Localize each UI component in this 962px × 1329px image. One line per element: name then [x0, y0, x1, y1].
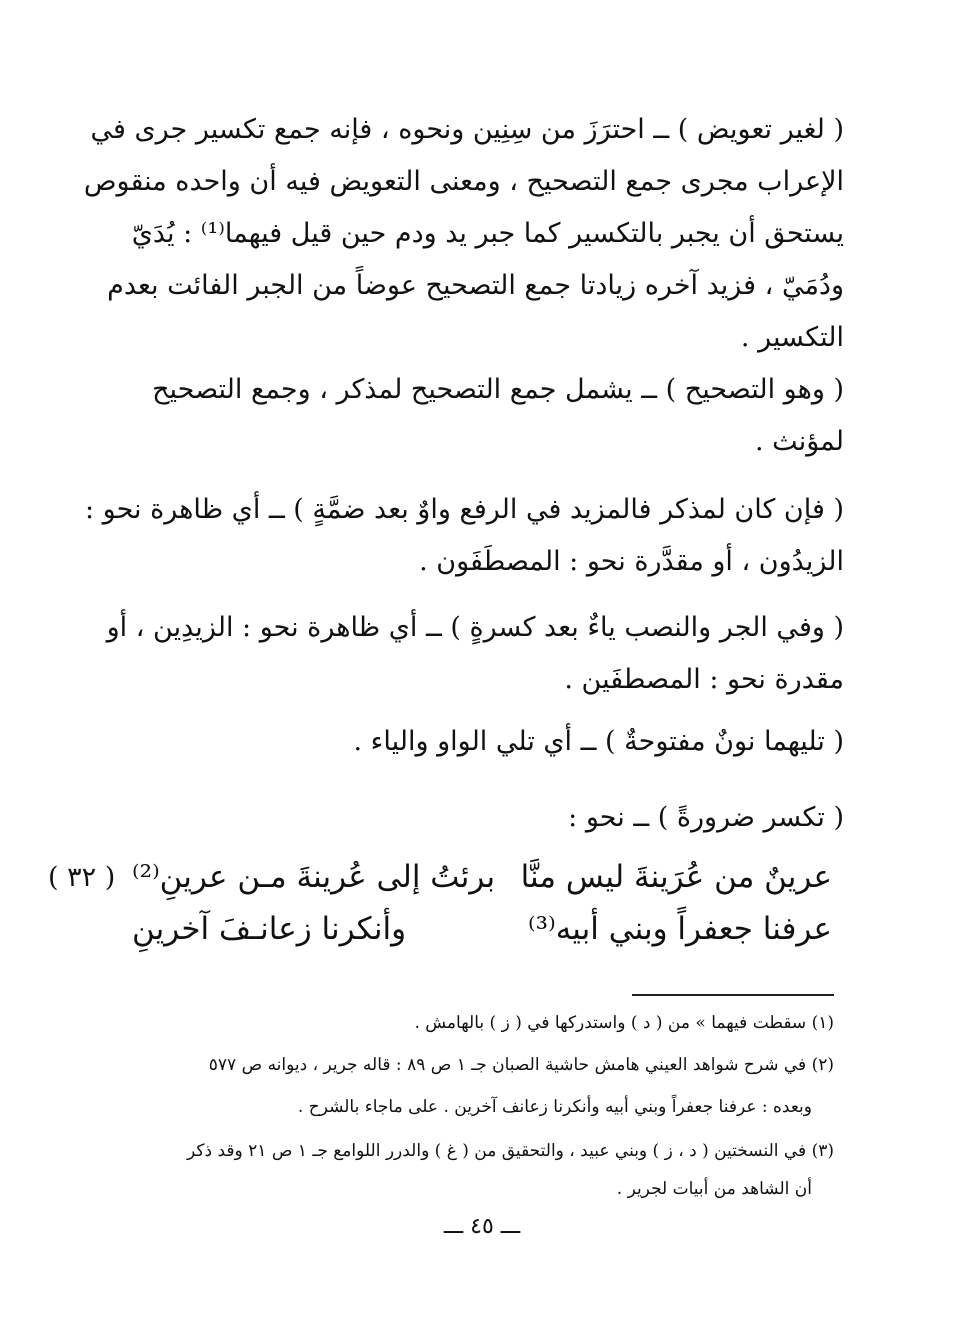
paragraph-line: ( تليهما نونٌ مفتوحةٌ ) ــ أي تلي الواو والياء .: [353, 726, 844, 757]
footnote-3: (٣) في النسختين ( د ، ز ) وبني عبيد ، والتحقيق من ( غ ) والدرر اللوامع جـ ١ ص ٢١ وقد ذكر: [187, 1141, 834, 1161]
paragraph-1: [83, 104, 844, 364]
paragraph-line: ( لغير تعويض ) ــ احترَزَ من سِنِين ونحوه ، فإنه جمع تكسير جرى في: [90, 114, 844, 145]
paragraph-2: [144, 364, 844, 468]
footnote-2: (٢) في شرح شواهد العيني هامش حاشية الصبان جـ ١ ص ٨٩ : قاله جرير ، ديوانه ص ٥٧٧: [208, 1055, 834, 1075]
paragraph-3: [84, 484, 844, 588]
footnote-2-continuation: وبعده : عرفنا جعفراً وبني أبيه وأنكرنا زعانف آخرين . على ماجاء بالشرح .: [297, 1097, 812, 1117]
verse-line-2-second-hemistich: وأنكرنا زعانـفَ آخرينِ: [132, 911, 407, 947]
paragraph-line: ( تكسر ضرورةً ) ــ نحو :: [568, 802, 844, 833]
paragraph-line: التكسير .: [740, 322, 844, 353]
page-number: ـــ ٤٥ ـــ: [443, 1214, 521, 1239]
footnote-separator: [632, 994, 834, 996]
paragraph-line: مقدرة نحو : المصطفَين .: [564, 664, 844, 695]
paragraph-6: [144, 792, 844, 844]
paragraph-5: [144, 716, 844, 768]
paragraph-line: الإعراب مجرى جمع التصحيح ، ومعنى التعويض فيه أن واحده منقوص: [83, 166, 844, 197]
paragraph-4: [106, 602, 844, 706]
footnote-1: (١) سقطت فيهما » من ( د ) واستدركها في ( ز ) بالهامش .: [414, 1013, 834, 1033]
verse-number: ( ٣٢ ): [48, 862, 116, 893]
paragraph-line: ( فإن كان لمذكر فالمزيد في الرفع واوٌ بعد ضمَّةٍ ) ــ أي ظاهرة نحو :: [84, 494, 844, 525]
paragraph-line: ودُمَيّ ، فزيد آخره زيادتا جمع التصحيح عوضاً من الجبر الفائت بعدم: [107, 270, 844, 301]
paragraph-line: ( وهو التصحيح ) ــ يشمل جمع التصحيح لمذكر ، وجمع التصحيح: [152, 374, 844, 405]
paragraph-line: يستحق أن يجبر بالتكسير كما جبر يد ودم حين قيل فيهما⁽¹⁾ : يُدَيّ: [131, 218, 844, 249]
verse-line-2-first-hemistich: عرفنا جعفراً وبني أبيه⁽³⁾: [528, 911, 832, 947]
paragraph-line: لمؤنث .: [755, 426, 844, 457]
verse-line-1-second-hemistich: برئتُ إلى عُرينةَ مـن عرينِ⁽²⁾: [132, 859, 496, 895]
verse-line-1-first-hemistich: عرينٌ من عُرَينةَ ليس منَّا: [520, 859, 832, 895]
paragraph-line: الزيدُون ، أو مقدَّرة نحو : المصطَفَون .: [419, 546, 844, 577]
paragraph-line: ( وفي الجر والنصب ياءٌ بعد كسرةٍ ) ــ أي ظاهرة نحو : الزيدِين ، أو: [106, 612, 844, 643]
footnote-3-continuation: أن الشاهد من أبيات لجرير .: [616, 1179, 812, 1199]
